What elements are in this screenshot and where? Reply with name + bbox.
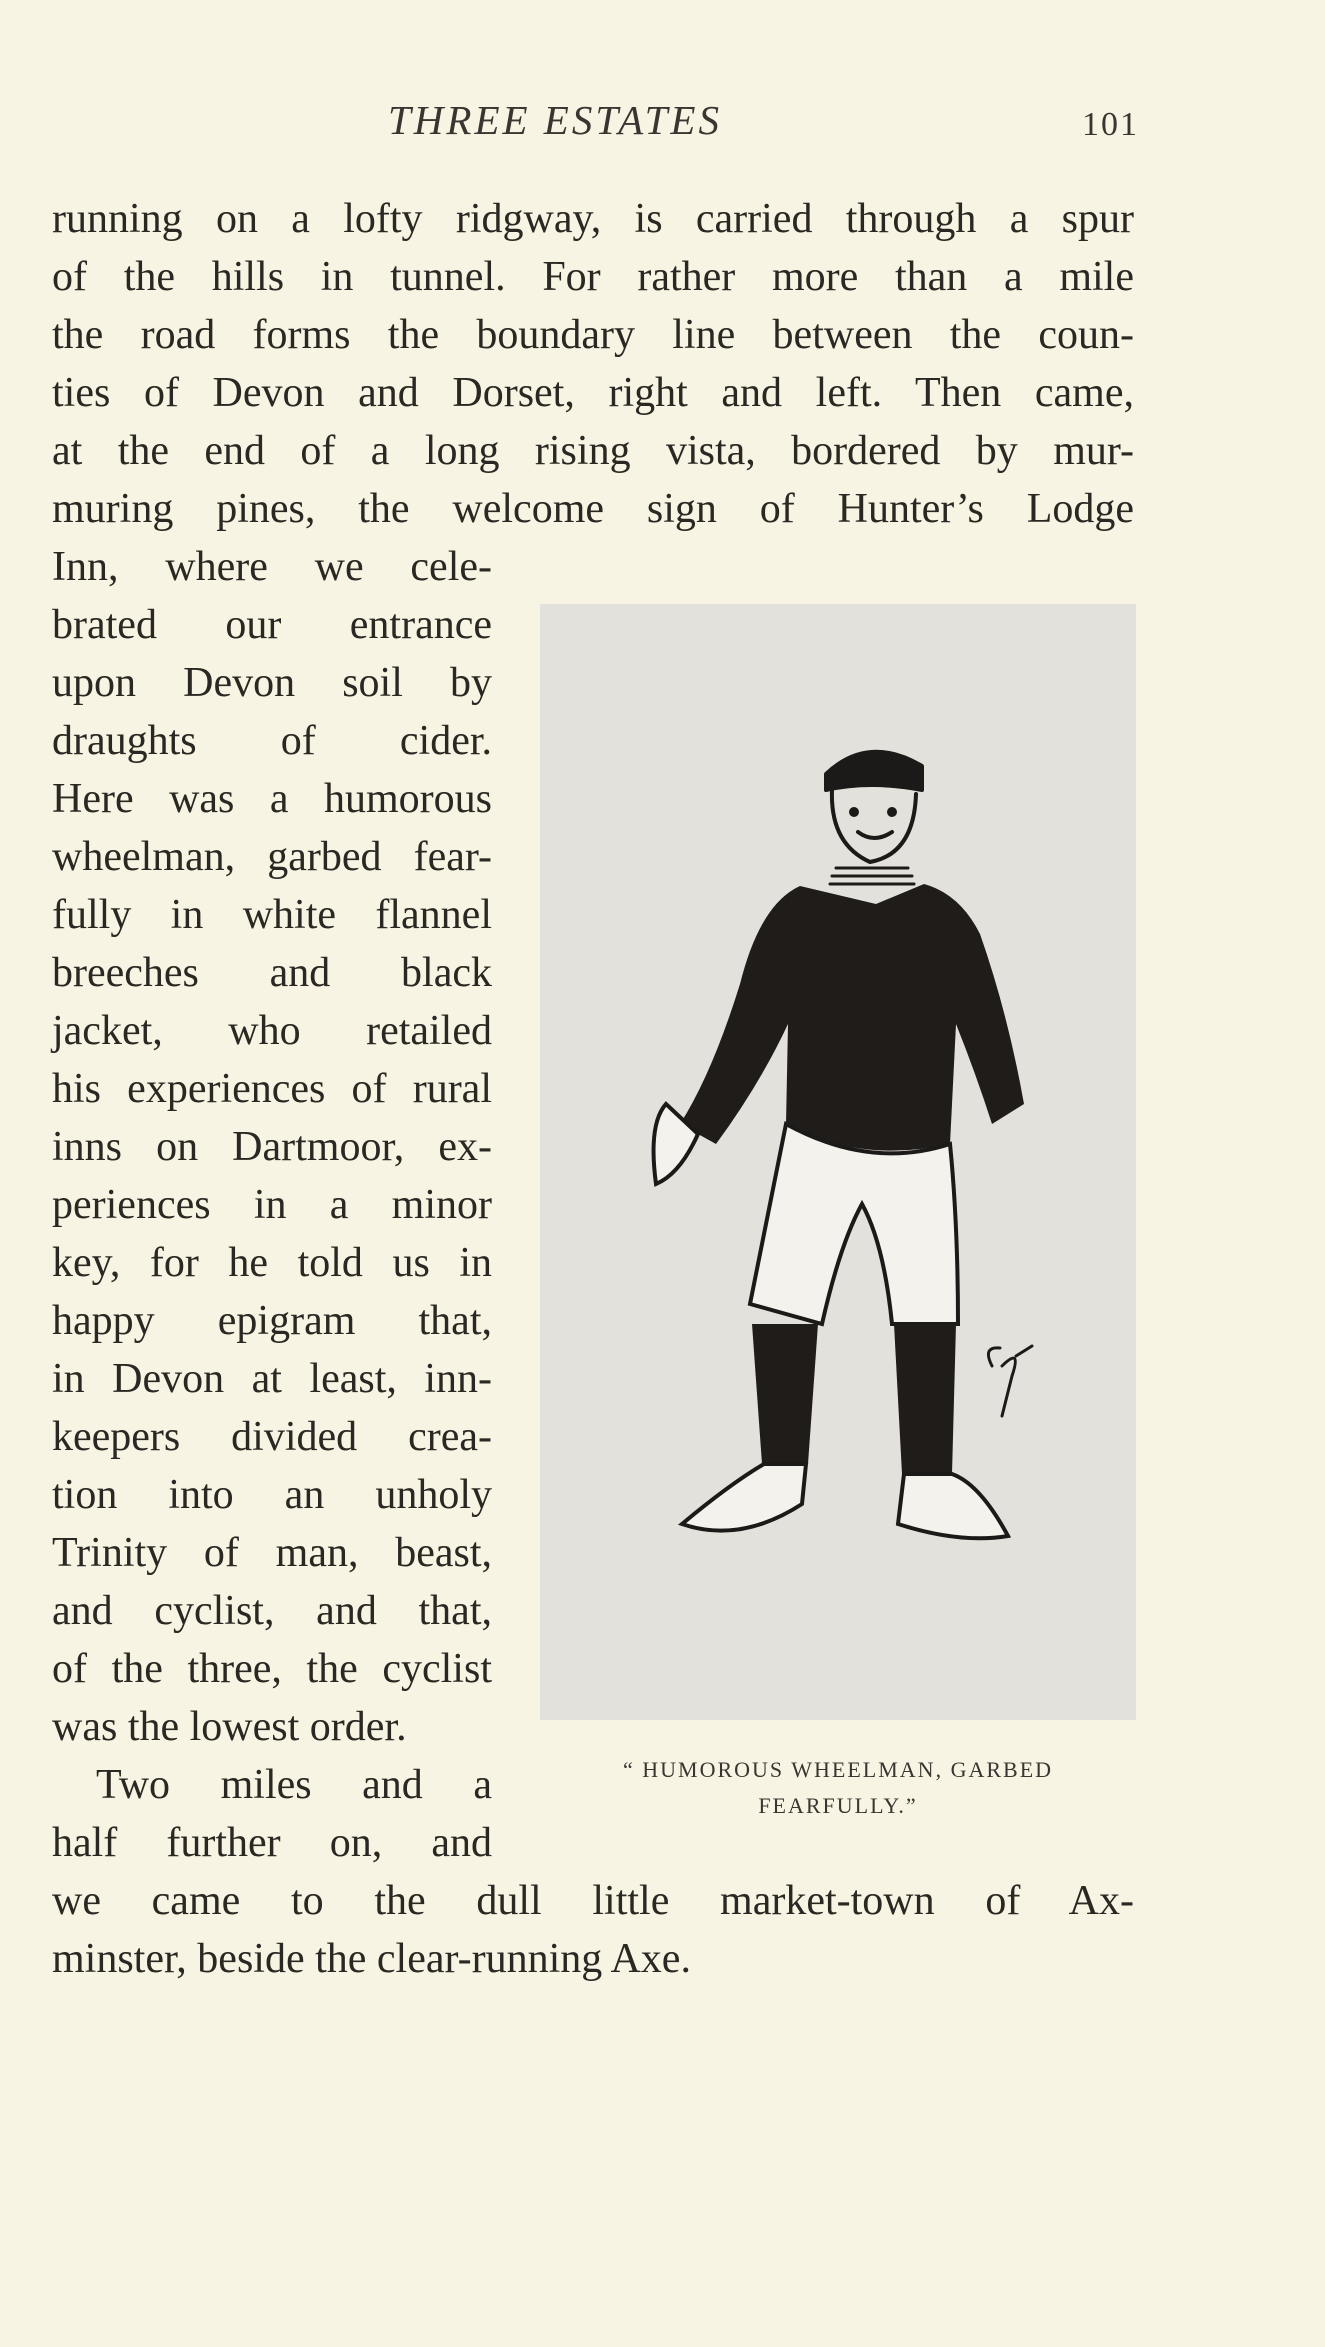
caption-line: FEARFULLY.” — [758, 1793, 918, 1818]
caption-line: “ HUMOROUS WHEELMAN, GARBED — [622, 1757, 1054, 1782]
illustration-panel — [540, 604, 1136, 1720]
body-line: tion into an unholy — [52, 1472, 492, 1518]
body-line: at the end of a long rising vista, bordered by mur- — [52, 428, 1134, 474]
running-head — [0, 96, 1325, 156]
body-line: minster, beside the clear-running Axe. — [52, 1936, 691, 1982]
body-line: running on a lofty ridgway, is carried through a spur — [52, 196, 1134, 242]
cyclist-figure-illustration — [540, 604, 1136, 1720]
body-line: of the three, the cyclist — [52, 1646, 492, 1692]
body-line: in Devon at least, inn- — [52, 1356, 492, 1402]
body-line: fully in white flannel — [52, 892, 492, 938]
body-line: Here was a humorous — [52, 776, 492, 822]
running-title: THREE ESTATES — [388, 97, 722, 143]
body-line: Two miles and a — [96, 1762, 492, 1808]
body-line: Trinity of man, beast, — [52, 1530, 492, 1576]
body-line: and cyclist, and that, — [52, 1588, 492, 1634]
body-line: muring pines, the welcome sign of Hunter’s Lodge — [52, 486, 1134, 532]
body-line: draughts of cider. — [52, 718, 492, 764]
artist-monogram — [972, 1336, 1052, 1426]
body-line: was the lowest order. — [52, 1704, 407, 1750]
body-line: of the hills in tunnel. For rather more than a mile — [52, 254, 1134, 300]
body-line: we came to the dull little market-town of Ax- — [52, 1878, 1134, 1924]
body-line: keepers divided crea- — [52, 1414, 492, 1460]
body-line: the road forms the boundary line between the coun- — [52, 312, 1134, 358]
body-line: wheelman, garbed fear- — [52, 834, 492, 880]
page-number: 101 — [1082, 106, 1139, 143]
body-line: upon Devon soil by — [52, 660, 492, 706]
body-line: key, for he told us in — [52, 1240, 492, 1286]
body-line: his experiences of rural — [52, 1066, 492, 1112]
body-line: breeches and black — [52, 950, 492, 996]
body-line: half further on, and — [52, 1820, 492, 1866]
body-line: inns on Dartmoor, ex- — [52, 1124, 492, 1170]
body-line: Inn, where we cele- — [52, 544, 492, 590]
body-line: jacket, who retailed — [52, 1008, 492, 1054]
figure-caption — [540, 1752, 1136, 1824]
body-line: happy epigram that, — [52, 1298, 492, 1344]
body-line: ties of Devon and Dorset, right and left. Then came, — [52, 370, 1134, 416]
body-line: brated our entrance — [52, 602, 492, 648]
body-line: periences in a minor — [52, 1182, 492, 1228]
